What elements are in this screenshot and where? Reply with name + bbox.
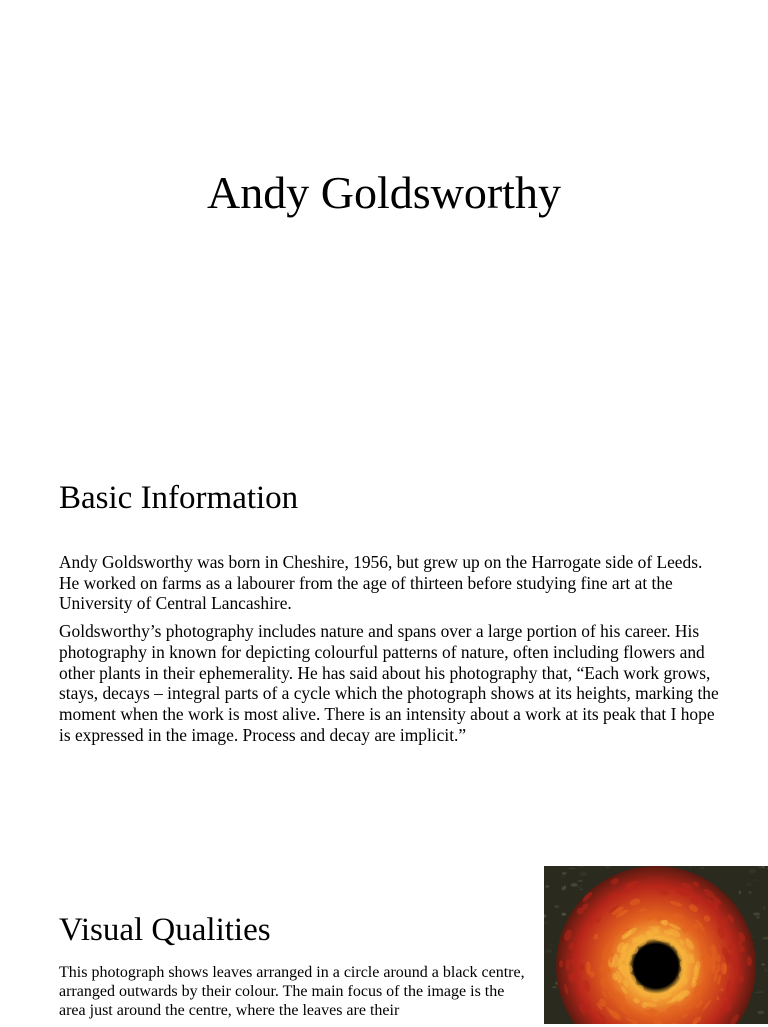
black-centre — [634, 944, 678, 988]
ground-speck — [548, 943, 553, 946]
ground-speck — [564, 885, 566, 888]
ground-speck — [571, 883, 578, 887]
ground-speck — [701, 867, 704, 869]
ground-speck — [577, 886, 584, 889]
leaf — [703, 960, 707, 972]
ground-speck — [562, 872, 566, 875]
ground-speck — [552, 986, 557, 988]
basic-information-paragraph-1: Andy Goldsworthy was born in Cheshire, 1956, but grew up on the Harrogate side of Leeds. He worked on farms as a labourer from the age of thirteen before studying fine art at the University of Central Lancashire. — [59, 552, 703, 614]
ground-speck — [545, 885, 549, 888]
ground-speck — [562, 913, 567, 916]
ground-speck — [561, 876, 564, 878]
basic-information-heading: Basic Information — [59, 480, 299, 516]
page-title: Andy Goldsworthy — [207, 167, 561, 218]
ground-speck — [753, 879, 757, 880]
visual-qualities-paragraph: This photograph shows leaves arranged in a circle around a black centre, arranged outwards by their colour. The main focus of the image is the area just around the centre, where the leaves are their — [59, 964, 525, 1019]
ground-speck — [690, 866, 692, 868]
ground-speck — [764, 969, 767, 972]
ground-speck — [763, 906, 765, 910]
ground-speck — [762, 963, 765, 965]
ground-speck — [577, 880, 583, 882]
ground-speck — [569, 868, 576, 869]
leaf-circle-photo — [544, 866, 768, 1024]
ground-speck — [757, 991, 765, 993]
ground-speck — [749, 891, 752, 894]
ground-speck — [554, 905, 559, 908]
leaf-circle-image — [544, 866, 768, 1024]
ground-speck — [749, 869, 756, 873]
visual-qualities-body — [59, 963, 534, 1027]
ground-speck — [753, 912, 760, 915]
ground-speck — [746, 883, 752, 886]
ground-speck — [580, 889, 583, 891]
visual-qualities-heading: Visual Qualities — [59, 912, 271, 948]
basic-information-paragraph-2: Goldsworthy’s photography includes nature and spans over a large portion of his career. His photography in known for depicting colourful patterns of nature, often including flowers and other plants in their ephemerality. He has said about his photography that, “Each work grows, stays, decays – integral parts of a cycle which the photograph shows at its heights, marking the moment when the work is most alive. There is an intensity about a work at its peak that I hope is expressed in the image. Process and decay are implicit.” — [59, 621, 719, 745]
ground-speck — [756, 916, 761, 919]
ground-speck — [545, 949, 552, 953]
ground-speck — [580, 872, 588, 876]
ground-speck — [739, 891, 741, 895]
basic-information-body — [59, 552, 719, 752]
ground-speck — [757, 1011, 764, 1014]
